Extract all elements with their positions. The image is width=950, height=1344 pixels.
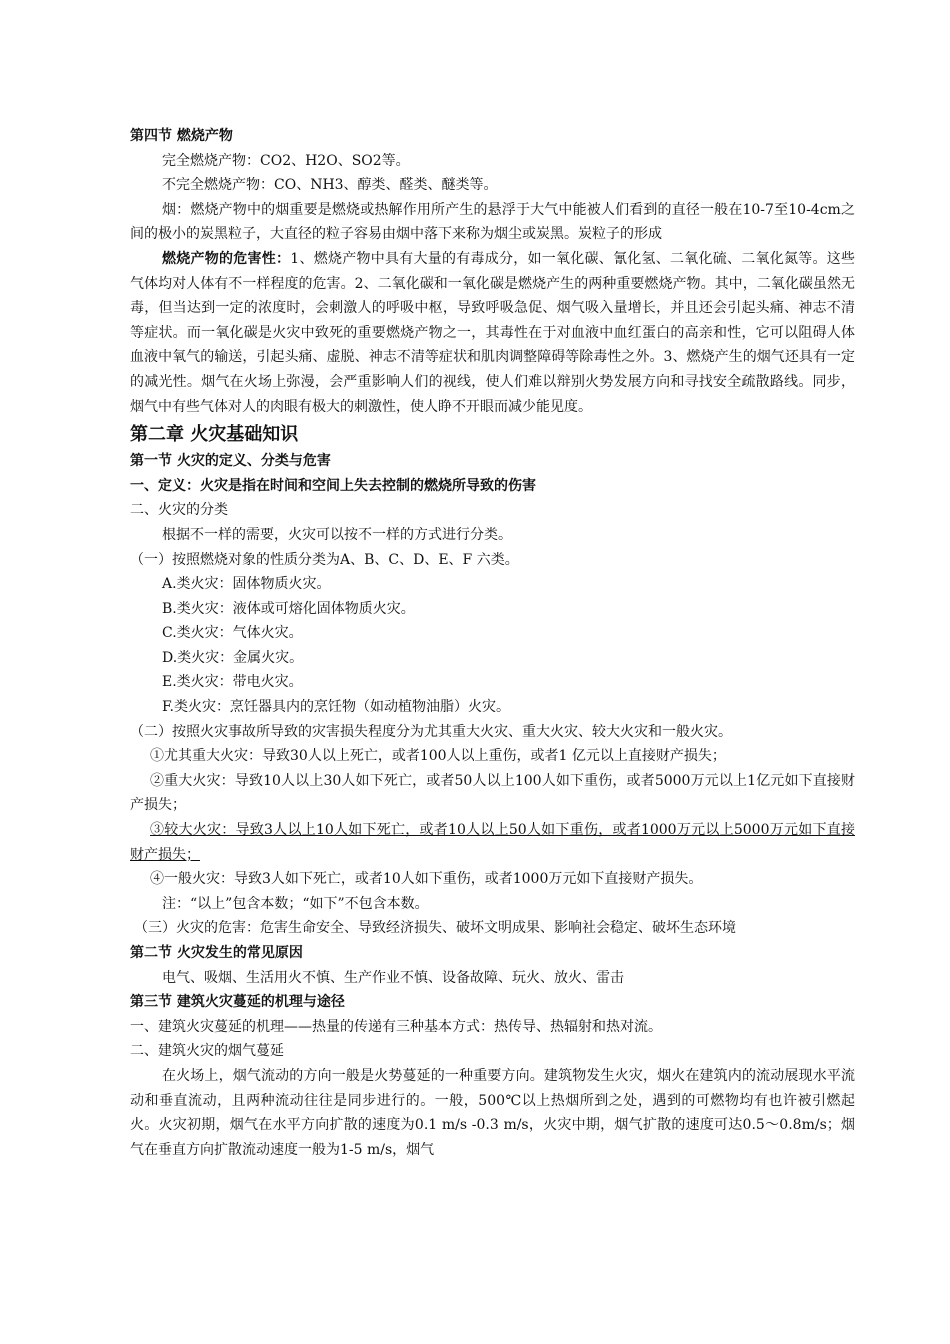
smoke-spread-paragraph: 在火场上，烟气流动的方向一般是火势蔓延的一种重要方向。建筑物发生火灾，烟火在建筑内的流动展现水平流动和垂直流动，且两种流动往往是同步进行的。一般，500℃以上热烟所到之处，遇到的可燃物均有也许被引燃起火。火灾初期，烟气在水平方向扩散的速度为0.1 m/s -0.3 m/s，火灾中期，烟气扩散的速度可达0.5～0.8m/s；烟气在垂直方向扩散流动速度一般为1-5 m/s，烟气 bbox=[130, 1067, 855, 1158]
classification-intro: 根据不一样的需要，火灾可以按不一样的方式进行分类。 bbox=[162, 526, 512, 543]
section-3-title: 第三节 建筑火灾蔓延的机理与途径 bbox=[130, 994, 345, 1011]
hazard-text: 1、燃烧产物中具有大量的有毒成分，如一氧化碳、氰化氢、二氧化硫、二氧化氮等。这些气体均对人体有不一样程度的危害。2、二氧化碳和一氧化碳是燃烧产生的两种重要燃烧产物。其中，二氧化碳虽然无毒，但当达到一定的浓度时，会刺激人的呼吸中枢，导致呼吸急促、烟气吸入量增长，并且还会引起头痛、神志不清等症状。而一氧化碳是火灾中致死的重要燃烧产物之一，其毒性在于对血液中血红蛋白的高亲和性，它可以阻碍人体血液中氧气的输送，引起头痛、虚脱、神志不清等症状和肌肉调整障碍等除毒性之外。3、燃烧产生的烟气还具有一定的减光性。烟气在火场上弥漫，会严重影响人们的视线，使人们难以辩别火势发展方向和寻找安全疏散路线。同步，烟气中有些气体对人的肉眼有极大的刺激性，使人睁不开眼而减少能见度。 bbox=[130, 250, 856, 415]
document-page bbox=[130, 124, 855, 1162]
classification-by-loss: （二）按照火灾事故所导致的灾害损失程度分为尤其重大火灾、重大火灾、较大火灾和一般火灾。 bbox=[130, 723, 732, 740]
classification-by-object: （一）按照燃烧对象的性质分类为A、B、C、D、E、F 六类。 bbox=[130, 551, 519, 568]
hazard-paragraph bbox=[130, 247, 855, 419]
hazard-label: 燃烧产物的危害性： bbox=[162, 250, 291, 267]
smoke-spread-title: 二、建筑火灾的烟气蔓延 bbox=[130, 1043, 284, 1060]
loss-level-2: ②重大火灾：导致10人以上30人如下死亡，或者50人以上100人如下重伤，或者5000万元以上1亿元如下直接财产损失； bbox=[130, 772, 855, 814]
fire-type-f: F.类火灾：烹饪器具内的烹饪物（如动植物油脂）火灾。 bbox=[162, 699, 510, 716]
loss-level-1: ①尤其重大火灾：导致30人以上死亡，或者100人以上重伤，或者1 亿元以上直接财产损失； bbox=[150, 748, 726, 765]
incomplete-combustion-products: 不完全燃烧产物：CO、NH3、醇类、醛类、醚类等。 bbox=[162, 177, 498, 194]
fire-type-a: A.类火灾：固体物质火灾。 bbox=[162, 576, 331, 593]
spread-mechanism: 一、建筑火灾蔓延的机理——热量的传递有三种基本方式：热传导、热辐射和热对流。 bbox=[130, 1018, 662, 1035]
complete-combustion-products: 完全燃烧产物：CO2、H2O、SO2等。 bbox=[162, 152, 410, 169]
common-causes: 电气、吸烟、生活用火不慎、生产作业不慎、设备故障、玩火、放火、雷击 bbox=[162, 969, 624, 986]
section-4-title: 第四节 燃烧产物 bbox=[130, 128, 233, 144]
section-1-title: 第一节 火灾的定义、分类与危害 bbox=[130, 453, 331, 470]
fire-type-e: E.类火灾：带电火灾。 bbox=[162, 674, 303, 691]
fire-type-b: B.类火灾：液体或可熔化固体物质火灾。 bbox=[162, 600, 415, 617]
note: 注：“以上”包含本数；“如下”不包含本数。 bbox=[162, 895, 429, 912]
smoke-paragraph: 烟：燃烧产物中的烟重要是燃烧或热解作用所产生的悬浮于大气中能被人们看到的直径一般在10-7至10-4cm之间的极小的炭黑粒子，大直径的粒子容易由烟中落下来称为烟尘或炭黑。炭粒子的形成 bbox=[130, 201, 855, 243]
fire-type-d: D.类火灾：金属火灾。 bbox=[162, 649, 304, 666]
loss-level-3: ③较大火灾：导致3人以上10人如下死亡，或者10人以上50人如下重伤，或者1000万元以上5000万元如下直接财产损失； bbox=[130, 822, 855, 863]
chapter-2-title: 第二章 火灾基础知识 bbox=[130, 424, 299, 446]
loss-level-4: ④一般火灾：导致3人如下死亡，或者10人如下重伤，或者1000万元如下直接财产损失。 bbox=[150, 871, 703, 888]
section-2-title: 第二节 火灾发生的常见原因 bbox=[130, 945, 303, 961]
fire-definition: 一、定义：火灾是指在时间和空间上失去控制的燃烧所导致的伤害 bbox=[130, 477, 536, 494]
classification-title: 二、火灾的分类 bbox=[130, 502, 228, 519]
fire-hazards: （三）火灾的危害：危害生命安全、导致经济损失、破坏文明成果、影响社会稳定、破坏生态环境 bbox=[134, 920, 736, 937]
fire-type-c: C.类火灾：气体火灾。 bbox=[162, 625, 303, 642]
